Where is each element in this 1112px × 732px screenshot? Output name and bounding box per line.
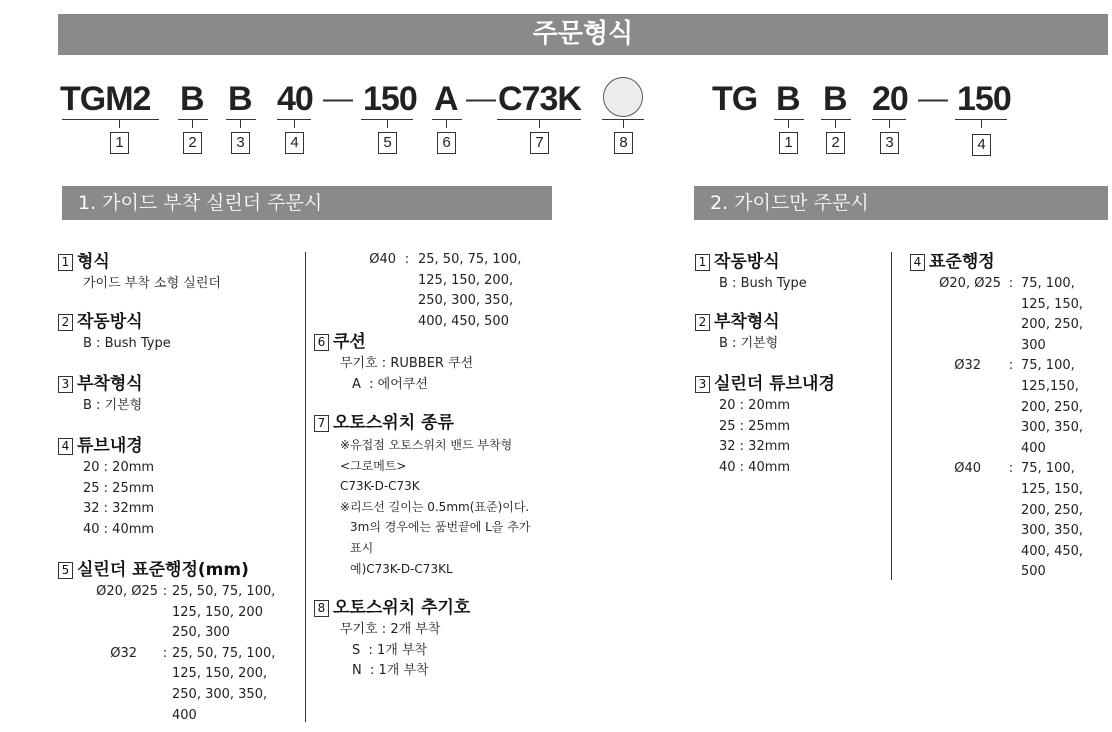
bore-label: Ø32 [110, 645, 137, 661]
item-heading: 형식 [77, 252, 110, 272]
code-tick [387, 120, 388, 128]
item-heading: 작동방식 [714, 252, 780, 272]
item-line: 표시 [350, 540, 374, 555]
code-number-box: 8 [614, 132, 633, 154]
item-line: 32 : 32mm [83, 501, 155, 517]
item-line: 40 : 40mm [83, 521, 155, 537]
separator: : [1008, 461, 1014, 477]
code-underline [226, 119, 256, 120]
item-heading: 오토스위치 종류 [333, 413, 454, 433]
stroke-group [58, 644, 275, 726]
code-number-box: 6 [437, 132, 456, 154]
stroke-line: 75, 100, [1021, 461, 1075, 477]
stroke-line: 25, 50, 75, 100, [172, 584, 276, 599]
stroke-line: 250, 300, 350, [172, 686, 268, 702]
stroke-line: 200, 250, [1021, 502, 1084, 518]
item-line: 무기호 : RUBBER 쿠션 [340, 356, 474, 371]
item-heading: 실린더 튜브내경 [714, 374, 835, 394]
item-number-box: 7 [314, 415, 329, 432]
item-line: 예)C73K-D-C73KL [350, 561, 453, 576]
stroke-line: 125,150, [1021, 378, 1079, 394]
code-part-bore: 20 [872, 80, 908, 118]
stroke-line: 75, 100, [1021, 358, 1075, 374]
item-line: C73K-D-C73K [340, 479, 420, 494]
code-number-box: 4 [285, 132, 304, 154]
spec-item-switch-type [314, 411, 530, 579]
bore-label: Ø40 [954, 461, 981, 477]
stroke-line: 400 [1021, 440, 1046, 456]
spec-item-stroke [58, 558, 275, 726]
item-line: 40 : 40mm [719, 459, 791, 475]
stroke-line: 400 [172, 707, 197, 723]
code-number-box: 4 [972, 134, 991, 156]
column-divider [891, 252, 892, 580]
code-tick [294, 120, 295, 128]
item-number-box: 2 [58, 314, 73, 331]
stroke-line: 125, 150, [1021, 481, 1084, 497]
stroke-line: 300, 350, [1021, 420, 1084, 436]
item-line: N : 1개 부착 [352, 663, 429, 679]
item-number-box: 3 [58, 376, 73, 393]
stroke-line: 300, 350, [1021, 523, 1084, 539]
code-tick [119, 120, 120, 128]
code-part-series: TG [712, 80, 758, 118]
guide-item-mounting [695, 310, 780, 355]
stroke-line: 125, 150, 200 [172, 604, 263, 620]
stroke-group [910, 274, 1083, 356]
code-underline [774, 119, 804, 120]
spec-item-cushion [314, 330, 473, 395]
item-number-box: 4 [910, 254, 925, 271]
item-line: 3m의 경우에는 품번끝에 L을 추가 [350, 520, 531, 535]
bore-label: Ø20, Ø25 [939, 276, 1001, 291]
item-heading: 실린더 표준행정(mm) [77, 560, 249, 580]
code-tick [835, 120, 836, 128]
stroke-line: 125, 150, [1021, 296, 1084, 312]
page-title: 주문형식 [58, 14, 1108, 55]
item-heading: 부착형식 [77, 374, 143, 394]
stroke-line: 250, 300 [172, 625, 230, 641]
code-number-box: 7 [530, 132, 549, 154]
stroke-group [910, 356, 1083, 459]
stroke-line: 200, 250, [1021, 317, 1084, 333]
item-line: B : 기본형 [719, 336, 779, 351]
item-line: B : 기본형 [83, 398, 143, 413]
code-tick [240, 120, 241, 128]
code-number-box: 3 [231, 132, 250, 154]
stroke-group [58, 582, 275, 644]
stroke-line: 25, 50, 75, 100, [172, 645, 276, 661]
item-line: S : 1개 부착 [352, 642, 428, 658]
code-dash: — [466, 82, 496, 115]
code-tick [446, 120, 447, 128]
code-tick [981, 120, 982, 128]
code-dash: — [323, 82, 353, 115]
item-line: 25 : 25mm [83, 480, 155, 496]
separator: : [162, 645, 168, 661]
code-part-stroke: 150 [957, 80, 1011, 118]
item-line: B : Bush Type [719, 276, 807, 291]
stroke-line: 200, 250, [1021, 399, 1084, 415]
item-number-box: 4 [58, 438, 73, 455]
item-heading: 쿠션 [333, 332, 366, 352]
code-number-box: 5 [378, 132, 397, 154]
item-line: 20 : 20mm [719, 398, 791, 413]
spec-item-mounting [58, 372, 143, 417]
item-number-box: 1 [58, 254, 73, 271]
bore-label: Ø40 [369, 252, 396, 267]
item-number-box: 3 [695, 376, 710, 393]
code-number-box: 2 [183, 132, 202, 154]
item-line: 20 : 20mm [83, 460, 155, 475]
stroke-line: 125, 150, 200, [418, 272, 514, 288]
code-tick [889, 120, 890, 128]
spec-item-bore [58, 434, 154, 540]
code-number-box: 2 [826, 132, 845, 154]
spec-item-operation [58, 310, 171, 355]
code-part-operation: B [776, 80, 800, 118]
item-number-box: 2 [695, 314, 710, 331]
switch-qty-placeholder-circle [603, 77, 643, 117]
stroke-line: 250, 300, 350, [418, 293, 514, 309]
item-line: B : Bush Type [83, 336, 171, 351]
guide-item-operation [695, 250, 807, 295]
code-part-bore: 40 [277, 80, 313, 118]
code-number-box: 1 [110, 132, 129, 154]
code-part-series: TGM2 [60, 80, 151, 118]
separator: : [162, 584, 168, 599]
stroke-line: 400, 450, 500 [418, 313, 509, 329]
column-divider [305, 252, 306, 722]
item-line: ※유접점 오토스위치 밴드 부착형 [340, 438, 513, 452]
code-part-stroke: 150 [363, 80, 417, 118]
code-underline [432, 119, 462, 120]
code-part-cushion: A [434, 80, 458, 118]
stroke-line: 125, 150, 200, [172, 666, 268, 682]
item-heading: 오토스위치 추기호 [333, 598, 471, 618]
code-part-mounting: B [823, 80, 847, 118]
item-number-box: 1 [695, 254, 710, 271]
spec-item-type [58, 250, 221, 295]
code-part-mounting: B [228, 80, 252, 118]
guide-item-stroke [910, 250, 1083, 583]
item-heading: 작동방식 [77, 312, 143, 332]
item-line: 가이드 부착 소형 실린더 [83, 276, 221, 291]
bore-label: Ø20, Ø25 [96, 584, 158, 599]
section-1-header: 1. 가이드 부착 실린더 주문시 [62, 186, 552, 220]
code-tick [788, 120, 789, 128]
item-line: A : 에어쿠션 [352, 376, 428, 392]
stroke-line: 25, 50, 75, 100, [418, 252, 522, 267]
code-dash: — [918, 82, 948, 115]
separator: : [404, 252, 410, 267]
separator: : [1008, 358, 1014, 374]
stroke-line: 75, 100, [1021, 276, 1075, 291]
bore-label: Ø32 [954, 358, 981, 374]
guide-item-bore [695, 372, 835, 478]
stroke-line: 300 [1021, 337, 1046, 353]
code-tick [539, 120, 540, 128]
separator: : [1008, 276, 1014, 291]
section-2-header: 2. 가이드만 주문시 [694, 186, 1108, 220]
code-part-operation: B [180, 80, 204, 118]
item-heading: 부착형식 [714, 312, 780, 332]
item-line: <그로메트> [340, 458, 407, 473]
item-heading: 튜브내경 [77, 436, 143, 456]
code-number-box: 1 [779, 132, 798, 154]
spec-item-switch-qty [314, 596, 470, 682]
item-line: ※리드선 길이는 0.5mm(표준)이다. [340, 499, 530, 514]
stroke-line: 400, 450, [1021, 543, 1084, 559]
item-line: 무기호 : 2개 부착 [340, 622, 441, 637]
code-underline [178, 119, 208, 120]
item-number-box: 8 [314, 600, 329, 617]
code-underline [821, 119, 851, 120]
code-underline [62, 119, 159, 120]
code-tick [623, 120, 624, 128]
stroke-group-continued [314, 250, 521, 332]
item-heading: 표준행정 [929, 252, 995, 272]
item-line: 25 : 25mm [719, 418, 791, 434]
code-part-switch: C73K [498, 80, 581, 118]
stroke-line: 500 [1021, 564, 1046, 580]
code-tick [192, 120, 193, 128]
item-number-box: 6 [314, 334, 329, 351]
code-number-box: 3 [880, 132, 899, 154]
item-line: 32 : 32mm [719, 439, 791, 455]
stroke-group [910, 459, 1083, 583]
item-number-box: 5 [58, 562, 73, 579]
